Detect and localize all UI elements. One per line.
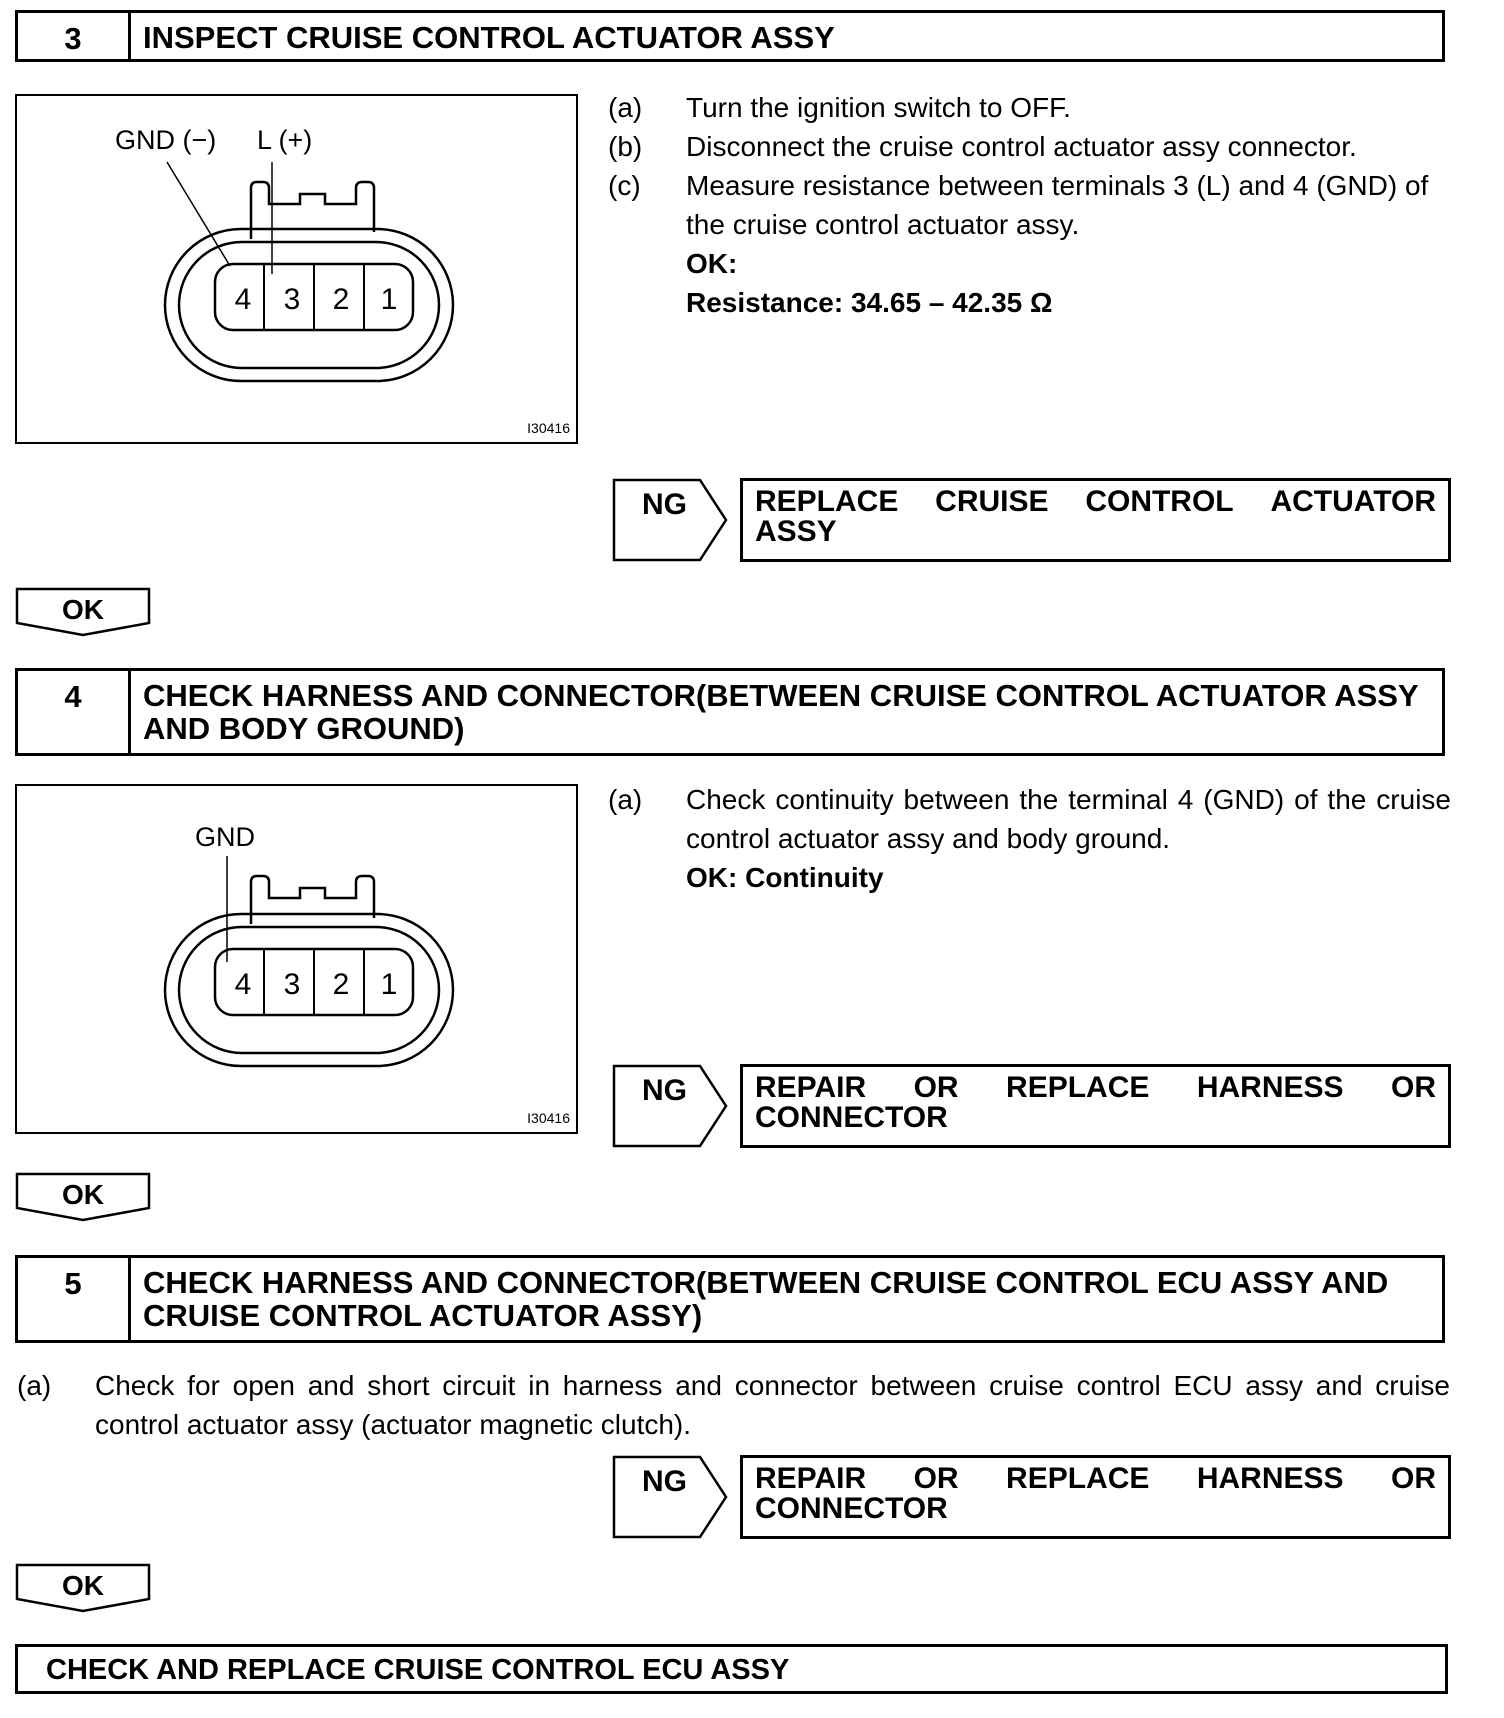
- connector-drawing: [17, 786, 580, 1136]
- ok-spec: OK: Continuity: [686, 862, 884, 893]
- pin-2: 2: [332, 968, 350, 1001]
- label-l: L (+): [257, 125, 313, 155]
- pin-1: 1: [380, 283, 398, 316]
- step-3-ng-branch: [612, 478, 1452, 562]
- ng-action: REPLACE CRUISE CONTROL ACTUATOR ASSY: [740, 478, 1451, 562]
- step-number: 3: [18, 13, 131, 59]
- step-3-instructions: [608, 88, 1451, 322]
- label-gnd: GND (−): [115, 125, 217, 155]
- pin-4: 4: [234, 283, 252, 316]
- ok-label: OK:: [686, 248, 738, 279]
- connector-shell-inner: [179, 242, 439, 368]
- step-5-instructions: [17, 1366, 1450, 1444]
- instruction-a: (a) Turn the ignition switch to OFF.: [608, 92, 1071, 123]
- connector-diagram-step-3: [15, 94, 578, 444]
- instruction-c: (c) Measure resistance between terminals 3 (L) and 4 (GND) of the cruise control actuator assy.: [608, 170, 1429, 240]
- pin-3: 3: [283, 283, 301, 316]
- step-5-header: [15, 1255, 1445, 1343]
- step-title: CHECK HARNESS AND CONNECTOR(BETWEEN CRUISE CONTROL ACTUATOR ASSY AND BODY GROUND): [143, 678, 1419, 746]
- ok-arrow-step-5: [15, 1563, 151, 1613]
- connector-shell-inner: [179, 927, 439, 1053]
- step-4-ng-branch: [612, 1064, 1452, 1148]
- connector-diagram-step-4: [15, 784, 578, 1134]
- step-5-ng-branch: [612, 1455, 1452, 1539]
- instruction-a: (a) Check continuity between the terminal 4 (GND) of the cruise control actuator assy and body ground.: [608, 784, 1451, 854]
- instruction-b: (b) Disconnect the cruise control actuator assy connector.: [608, 131, 1357, 162]
- ng-action: REPAIR OR REPLACE HARNESS OR CONNECTOR: [740, 1455, 1451, 1539]
- ng-action: REPAIR OR REPLACE HARNESS OR CONNECTOR: [740, 1064, 1451, 1148]
- instruction-a: (a) Check for open and short circuit in harness and connector between cruise control ECU assy and cruise control actuator assy (actuator magnetic clutch).: [17, 1370, 1450, 1440]
- ng-label: NG: [642, 1074, 687, 1107]
- step-number: 5: [18, 1258, 131, 1340]
- pin-3: 3: [283, 968, 301, 1001]
- figure-id: I30416: [527, 420, 570, 436]
- step-title: INSPECT CRUISE CONTROL ACTUATOR ASSY: [143, 20, 835, 55]
- ok-label: OK: [62, 1179, 104, 1210]
- step-title: CHECK HARNESS AND CONNECTOR(BETWEEN CRUISE CONTROL ECU ASSY AND CRUISE CONTROL ACTUATOR ASSY): [143, 1265, 1389, 1333]
- connector-latch: [251, 182, 374, 239]
- ok-label: OK: [62, 594, 104, 625]
- ng-label: NG: [642, 488, 687, 521]
- step-4-instructions: [608, 780, 1451, 897]
- connector-latch: [251, 876, 374, 924]
- step-3-header: [15, 10, 1445, 62]
- ng-label: NG: [642, 1465, 687, 1498]
- pin-1: 1: [380, 968, 398, 1001]
- final-action: CHECK AND REPLACE CRUISE CONTROL ECU ASSY: [15, 1644, 1448, 1694]
- figure-id: I30416: [527, 1110, 570, 1126]
- label-gnd: GND: [195, 822, 255, 852]
- ok-label: OK: [62, 1570, 104, 1601]
- step-number: 4: [18, 671, 131, 753]
- leader-gnd: [167, 162, 230, 266]
- pin-4: 4: [234, 968, 252, 1001]
- pin-2: 2: [332, 283, 350, 316]
- ok-arrow-step-4: [15, 1172, 151, 1222]
- step-4-header: [15, 668, 1445, 756]
- ok-spec: Resistance: 34.65 – 42.35 Ω: [686, 287, 1053, 318]
- ok-arrow-step-3: [15, 587, 151, 637]
- connector-drawing: [17, 96, 580, 446]
